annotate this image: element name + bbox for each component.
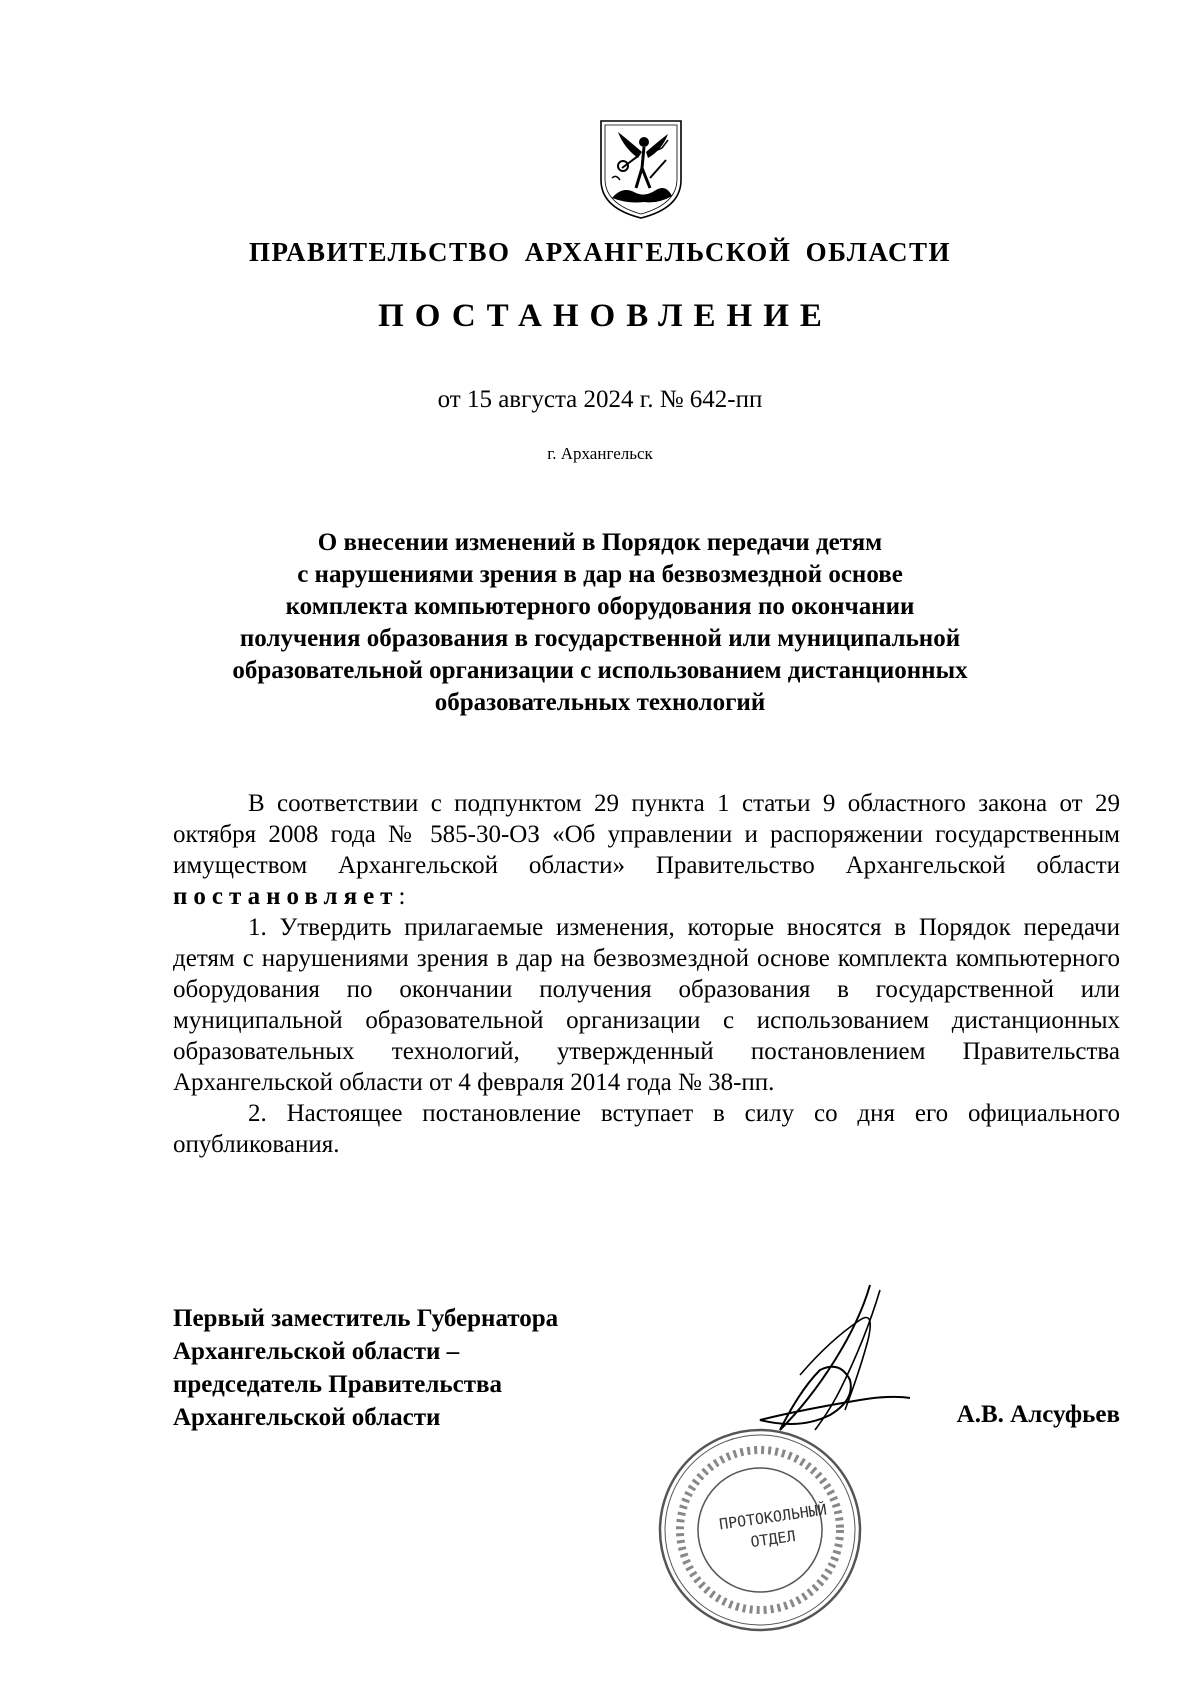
stamp-text-line: ПРОТОКОЛЬНЫЙ	[718, 1500, 828, 1534]
coat-of-arms-icon	[598, 118, 684, 221]
item-2-paragraph: 2. Настоящее постановление вступает в силу со дня его официального опубликования.	[173, 1100, 1120, 1158]
preamble-end: :	[398, 883, 406, 910]
city-name: г. Архангельск	[547, 444, 653, 463]
item-1-paragraph: 1. Утвердить прилагаемые изменения, которые вносятся в Порядок передачи детям с нарушениями зрения в дар на безвозмездной основе комплекта компьютерного оборудования по окончании получения образования в государственной или муниципальной образовательной организации с использованием дистанционных образовательных технологий, утвержденный постановлением Правительства Архангельской области от 4 февраля 2014 года № 38-пп.	[173, 914, 1120, 1096]
subject-line: получения образования в государственной или муниципальной	[239, 625, 961, 652]
subject-line: образовательной организации с использованием дистанционных	[232, 657, 968, 684]
signatory-name: А.В. Алсуфьев	[956, 1401, 1120, 1428]
position-line: Архангельской области	[173, 1404, 441, 1431]
position-line: Архангельской области –	[173, 1338, 460, 1365]
document-type: ПОСТАНОВЛЕНИЕ	[378, 298, 833, 334]
position-line: председатель Правительства	[173, 1371, 503, 1398]
preamble-text: В соответствии с подпунктом 29 пункта 1 статьи 9 областного закона от 29 октября 2008 года № 585-30-ОЗ «Об управлении и распоряжении государственным имуществом Архангельской области» Правительство Архангельской области	[173, 790, 1120, 879]
document-subject	[170, 527, 1030, 719]
subject-line: комплекта компьютерного оборудования по окончании	[285, 593, 915, 620]
preamble-paragraph	[173, 788, 1120, 912]
subject-line: О внесении изменений в Порядок передачи детям	[317, 529, 883, 556]
subject-line: образовательных технологий	[434, 689, 766, 716]
position-line: Первый заместитель Губернатора	[173, 1305, 559, 1332]
organization-name: ПРАВИТЕЛЬСТВО АРХАНГЕЛЬСКОЙ ОБЛАСТИ	[248, 237, 952, 267]
document-body	[173, 788, 1120, 1160]
stamp-text-line: ОТДЕЛ	[749, 1526, 797, 1552]
document-number: от 15 августа 2024 г. № 642-пп	[437, 386, 763, 413]
decree-word: постановляет	[173, 883, 399, 910]
signatory-position	[173, 1302, 558, 1434]
subject-line: с нарушениями зрения в дар на безвозмездной основе	[297, 561, 903, 588]
